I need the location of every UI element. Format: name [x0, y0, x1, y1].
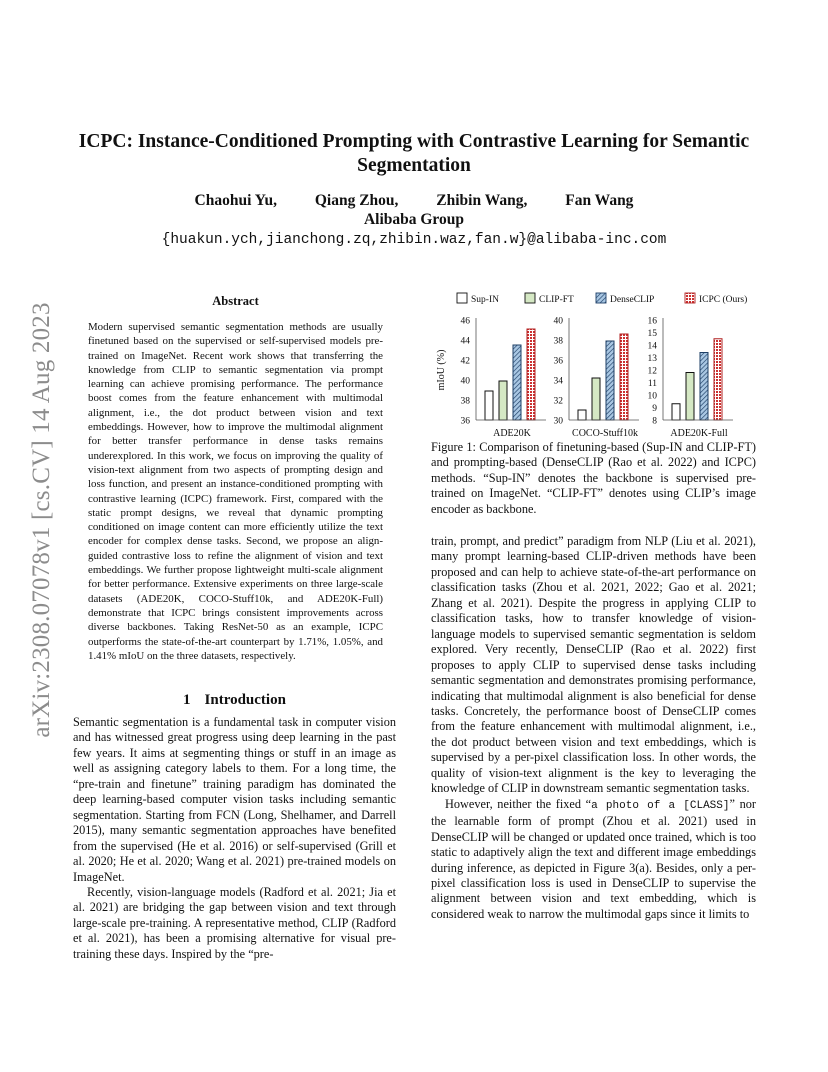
- y-tick-label: 36: [460, 416, 470, 427]
- legend-label: ICPC (Ours): [699, 295, 748, 305]
- y-tick-label: 14: [647, 341, 657, 352]
- y-tick-label: 16: [647, 316, 657, 327]
- y-tick-label: 15: [647, 329, 657, 339]
- y-tick-label: 34: [553, 376, 563, 387]
- abstract-heading: Abstract: [212, 294, 259, 308]
- x-category-label: ADE20K-Full: [670, 428, 728, 439]
- y-tick-label: 11: [647, 379, 657, 389]
- legend-label: CLIP-FT: [539, 295, 574, 305]
- figure-1-bar-chart: [431, 286, 761, 441]
- y-tick-label: 38: [553, 336, 563, 347]
- arxiv-id: arXiv:2308.07078v1 [cs.CV] 14 Aug 2023: [28, 302, 55, 738]
- y-tick-label: 44: [460, 336, 470, 347]
- figure-1-caption: Figure 1: Comparison of finetuning-based (Sup-IN and CLIP-FT) and prompting-based (DenseCLIP (Rao et al. 2022) and ICPC) methods. “Sup-IN” denotes the backbone is supervised pre-trained on ImageNet. “CLIP-FT” denotes using CLIP’s image encoder as backbone.: [431, 440, 756, 516]
- y-tick-label: 42: [460, 356, 470, 367]
- bar: [700, 353, 708, 421]
- y-tick-label: 10: [647, 391, 657, 402]
- affiliation: Alibaba Group: [363, 211, 465, 228]
- bar: [485, 391, 493, 420]
- bar: [606, 341, 614, 420]
- abstract-text: Modern supervised semantic segmentation methods are usually finetuned based on the supervised or self-supervised models pre-trained on ImageNet. Recent work shows that transferring the knowledge from CLIP to semantic segmentation via prompt learning can achieve promising performance. The performance boost comes from the feature enhancement with multimodal alignment, i.e., the dot product between vision and text embeddings. However, how to improve the multimodal alignment for better transfer performance in dense tasks remains underexplored. In this work, we focus on improving the quality of vision-text alignment from two aspects of prompting design and loss function, and present an instance-conditioned prompting with contrastive learning (ICPC) framework. First, compared with the static prompt designs, we reveal that dynamic prompting conditioned on image content can more efficiently utilize the text encoder for complex dense tasks. Second, we propose an align-guided contrastive loss to refine the alignment of vision and text embeddings. We further propose lightweight multi-scale alignment for better performance. Extensive experiments on three large-scale datasets (ADE20K, COCO-Stuff10k, and ADE20K-Full) demonstrate that ICPC brings consistent improvements across diverse backbones. Taking ResNet-50 as an example, ICPC outperforms the state-of-the-art counterpart by 1.71%, 1.05%, and 1.41% mIoU on the three datasets, respectively.: [88, 321, 383, 662]
- prompt-template-text: a photo of a [CLASS]: [591, 799, 730, 812]
- y-tick-label: 40: [553, 316, 563, 327]
- author-name: Fan Wang: [565, 192, 634, 209]
- x-category-label: COCO-Stuff10k: [572, 428, 638, 439]
- legend-label: Sup-IN: [471, 295, 499, 305]
- legend-swatch: [685, 293, 695, 303]
- y-tick-label: 32: [553, 396, 563, 407]
- bar: [578, 410, 586, 420]
- y-tick-label: 8: [652, 416, 657, 427]
- bar: [672, 404, 680, 420]
- y-tick-label: 12: [647, 366, 657, 377]
- intro-left-column: [73, 715, 396, 962]
- y-tick-label: 38: [460, 396, 470, 407]
- author-name: Zhibin Wang,: [436, 192, 528, 209]
- paragraph-text: ” nor the learnable form of prompt (Zhou et al. 2021) used in DenseCLIP will be changed or updated once trained, which is too static to adaptively align the text and different image embeddings during inference, as depicted in Figure 3(a). Besides, only a per-pixel classification loss is used in DenseCLIP to supervise the alignment between vision and text embedding, which is considered weak to narrow the multimodal gaps since it limits to: [431, 796, 756, 921]
- author-name: Chaohui Yu,: [194, 192, 277, 209]
- legend-swatch: [525, 293, 535, 303]
- intro-paragraph: train, prompt, and predict” paradigm from NLP (Liu et al. 2021), many prompt learning-based CLIP-driven methods have been proposed and can help to achieve state-of-the-art performance on classification tasks (Zhou et al. 2021, 2022; Gao et al. 2021; Zhang et al. 2021). Despite the progress in applying CLIP to classification tasks, how to transfer knowledge of vision-language models to supervised semantic segmentation is seldom explored. Very recently, DenseCLIP (Rao et al. 2022) first proposes to apply CLIP to supervised dense tasks including semantic segmentation and demonstrates promising performance, indicating that multimodal alignment is also beneficial for dense tasks. Concretely, the performance boost of DenseCLIP comes from the feature enhancement with multimodal alignment, i.e., the dot product between vision and text embeddings, which is supervised by a per-pixel classification loss. In other words, the quality of vision-text alignment is the key to leveraging the knowledge of CLIP in downstream semantic segmentation tasks.: [431, 534, 756, 796]
- section-title: Introduction: [204, 692, 286, 708]
- chart-panel: [648, 317, 734, 440]
- author-list: [60, 192, 768, 210]
- bar: [527, 329, 535, 420]
- legend-swatch: [457, 293, 467, 303]
- intro-right-column: [431, 534, 756, 922]
- section-heading-introduction: [73, 692, 396, 709]
- bar: [499, 381, 507, 420]
- y-tick-label: 40: [460, 376, 470, 387]
- bar: [714, 339, 722, 420]
- y-axis-label: mIoU (%): [436, 349, 447, 391]
- intro-paragraph: Semantic segmentation is a fundamental task in computer vision and has witnessed great progress using deep learning in the past few years. It aims at segmenting things or stuff in an image as well as assigning category labels to them. For a long time, the “pre-train and finetune” training paradigm has dominated the deep learning-based computer vision tasks including semantic segmentation. Starting from FCN (Long, Shelhamer, and Darrell 2015), many semantic segmentation approaches have benefited from the supervised (He et al. 2016) or self-supervised (Grill et al. 2020; He et al. 2020; Wang et al. 2021) pre-trained models on ImageNet.: [73, 715, 396, 884]
- x-category-label: ADE20K: [493, 428, 531, 439]
- y-tick-label: 46: [460, 316, 470, 327]
- y-tick-label: 36: [553, 356, 563, 367]
- chart-panel: [554, 317, 640, 440]
- intro-paragraph: [431, 797, 756, 923]
- bar: [513, 345, 521, 420]
- bar: [686, 373, 694, 421]
- chart-panel: [461, 317, 547, 440]
- author-name: Qiang Zhou,: [314, 192, 399, 209]
- paper-title: ICPC: Instance-Conditioned Prompting with Contrastive Learning for Semantic Segmentation: [78, 131, 750, 176]
- arxiv-sidebar: [22, 280, 62, 760]
- paragraph-text: However, neither the fixed “: [445, 796, 592, 811]
- y-tick-label: 9: [652, 404, 657, 414]
- legend-label: DenseCLIP: [610, 295, 655, 305]
- legend-swatch: [596, 293, 606, 303]
- y-tick-label: 13: [647, 354, 657, 364]
- chart-legend: [457, 293, 747, 305]
- y-tick-label: 30: [553, 416, 563, 427]
- section-number: 1: [183, 692, 191, 708]
- bar: [592, 378, 600, 420]
- author-emails: {huakun.ych,jianchong.zq,zhibin.waz,fan.w}@alibaba-inc.com: [161, 232, 667, 248]
- bar: [620, 334, 628, 420]
- intro-paragraph: Recently, vision-language models (Radford et al. 2021; Jia et al. 2021) are bridging the gap between vision and text through large-scale pre-training. A representative method, CLIP (Radford et al. 2021), has been a promising alternative for visual pre-training these days. Inspired by the “pre-: [73, 884, 396, 961]
